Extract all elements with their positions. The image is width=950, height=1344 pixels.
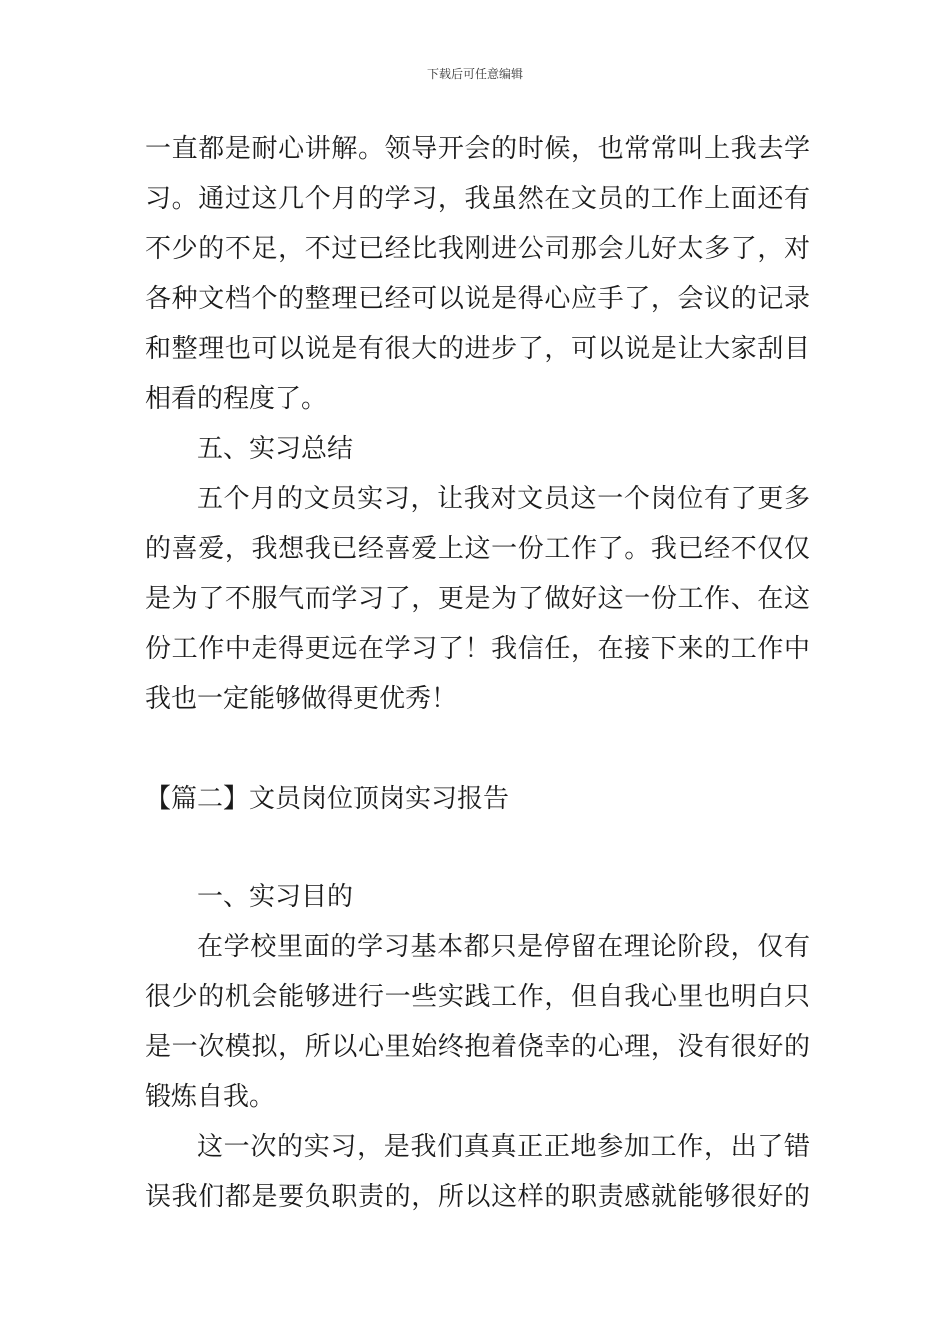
paragraph-line: 我也一定能够做得更优秀！ [145,684,458,714]
paragraph-line: 是一次模拟，所以心里始终抱着侥幸的心理，没有很好的 [145,1032,810,1062]
paragraph-line: 的喜爱，我想我已经喜爱上这一份工作了。我已经不仅仅 [145,534,810,564]
paragraph-line: 五个月的文员实习，让我对文员这一个岗位有了更多 [197,484,810,514]
document-body-block-1 [145,124,810,724]
paragraph-line: 相看的程度了。 [145,384,328,414]
paragraph-line: 和整理也可以说是有很大的进步了，可以说是让大家刮目 [145,334,810,364]
paragraph-line: 习。通过这几个月的学习，我虽然在文员的工作上面还有 [145,184,810,214]
section-heading-summary: 五、实习总结 [197,434,354,464]
section-heading-purpose: 一、实习目的 [197,882,354,912]
paragraph-line: 一直都是耐心讲解。领导开会的时候，也常常叫上我去学 [145,134,810,164]
paragraph-line: 误我们都是要负职责的，所以这样的职责感就能够很好的 [145,1182,810,1212]
paragraph-line: 在学校里面的学习基本都只是停留在理论阶段，仅有 [197,932,810,962]
paragraph-line: 这一次的实习，是我们真真正正地参加工作，出了错 [197,1132,810,1162]
paragraph-line: 很少的机会能够进行一些实践工作，但自我心里也明白只 [145,982,810,1012]
paragraph-line: 不少的不足，不过已经比我刚进公司那会儿好太多了，对 [145,234,810,264]
paragraph-line: 是为了不服气而学习了，更是为了做好这一份工作、在这 [145,584,810,614]
paragraph-line: 各种文档个的整理已经可以说是得心应手了，会议的记录 [145,284,810,314]
paragraph-line: 份工作中走得更远在学习了！我信任，在接下来的工作中 [145,634,810,664]
paragraph-line: 锻炼自我。 [145,1082,276,1112]
page-header-note: 下载后可任意编辑 [426,67,523,81]
section-title: 【篇二】文员岗位顶岗实习报告 [145,784,510,814]
document-body-block-2 [145,872,810,1222]
